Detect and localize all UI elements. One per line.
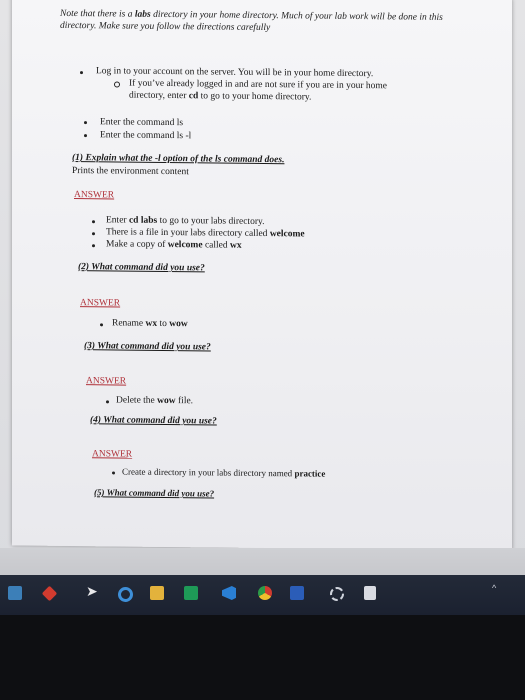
- cmd-cd-labs: cd labs: [128, 215, 158, 226]
- chrome-icon[interactable]: [258, 586, 272, 600]
- answer-1-text[interactable]: Prints the environment content: [72, 166, 189, 178]
- step-copy: [106, 238, 242, 251]
- step-rename: [112, 317, 188, 330]
- step-cd-text-b: to go to your labs directory.: [157, 215, 265, 228]
- cursor-icon[interactable]: ➤: [86, 584, 98, 600]
- bullet: [92, 220, 95, 223]
- step-delete-text-b: file.: [175, 396, 194, 407]
- step-copy-text-b: called: [202, 240, 230, 251]
- sub-login-text: directory, enter: [129, 90, 189, 102]
- question-5: (5) What command did you use?: [94, 487, 215, 499]
- step-copy-text: Make a copy of: [106, 239, 168, 251]
- intro-text-2: directory in your home directory. Much of your lab work will be done in this directory. Make sure you follow the directions carefully: [60, 9, 443, 34]
- sub-login-text-b: to go to your home directory.: [198, 91, 312, 103]
- answer-label-1: ANSWER: [74, 190, 115, 201]
- question-1: (1) Explain what the -l option of the ls command does.: [72, 153, 285, 166]
- dir-practice: practice: [294, 468, 326, 479]
- files-icon[interactable]: [8, 586, 22, 600]
- file-wx: wx: [230, 240, 242, 251]
- step-mkdir-text: Create a directory in your labs directory named: [122, 466, 295, 479]
- bullet: [92, 244, 95, 247]
- step-login: Log in to your account on the server. You will be in your home directory.: [96, 66, 374, 80]
- sub-login-line-2: [129, 90, 311, 104]
- step-delete: [116, 394, 193, 407]
- step-cd-text: Enter: [106, 215, 129, 226]
- sub-login-line-1: If you’ve already logged in and are not sure if you are in your home: [129, 78, 387, 92]
- cmd-cd: cd: [188, 91, 199, 102]
- bullet: [84, 134, 87, 137]
- word-icon[interactable]: [290, 586, 304, 600]
- step-mkdir: [122, 466, 325, 480]
- bullet: [100, 323, 103, 326]
- bullet: [84, 121, 87, 124]
- step-ls-l: Enter the command ls -l: [100, 130, 192, 142]
- sub-bullet: [114, 81, 120, 87]
- window-bottom-edge: [0, 548, 525, 575]
- answer-label-2: ANSWER: [80, 298, 121, 309]
- printer-icon[interactable]: [364, 586, 376, 600]
- answer-label-4: ANSWER: [92, 449, 133, 460]
- bullet: [106, 400, 109, 403]
- step-rename-text: Rename: [112, 318, 146, 329]
- file-welcome: welcome: [269, 229, 305, 240]
- blue-circle-icon[interactable]: [118, 587, 133, 602]
- intro-bold: labs: [134, 9, 151, 20]
- question-4: (4) What command did you use?: [90, 415, 217, 427]
- file-wx: wx: [145, 318, 158, 329]
- green-sheet-icon[interactable]: [184, 586, 198, 600]
- file-wow: wow: [157, 395, 176, 407]
- step-delete-text: Delete the: [116, 395, 158, 406]
- bullet: [112, 471, 115, 474]
- file-explorer-icon[interactable]: [150, 586, 164, 600]
- bullet: [92, 232, 95, 235]
- intro-text-1: Note that there is a: [60, 8, 135, 20]
- file-wow: wow: [169, 319, 188, 330]
- bullet: [80, 71, 83, 74]
- answer-label-3: ANSWER: [86, 376, 127, 387]
- question-3: (3) What command did you use?: [84, 341, 211, 353]
- question-2: (2) What command did you use?: [78, 262, 205, 274]
- monitor-bezel: [0, 615, 525, 700]
- tray-chevron-icon[interactable]: ^: [492, 583, 497, 593]
- step-rename-text-b: to: [157, 318, 170, 330]
- settings-icon[interactable]: [330, 587, 344, 601]
- step-ls: Enter the command ls: [100, 117, 184, 129]
- file-welcome: welcome: [167, 240, 203, 251]
- intro-paragraph: [60, 8, 460, 36]
- step-file-text: There is a file in your labs directory called: [106, 227, 270, 240]
- document-page: [12, 0, 512, 551]
